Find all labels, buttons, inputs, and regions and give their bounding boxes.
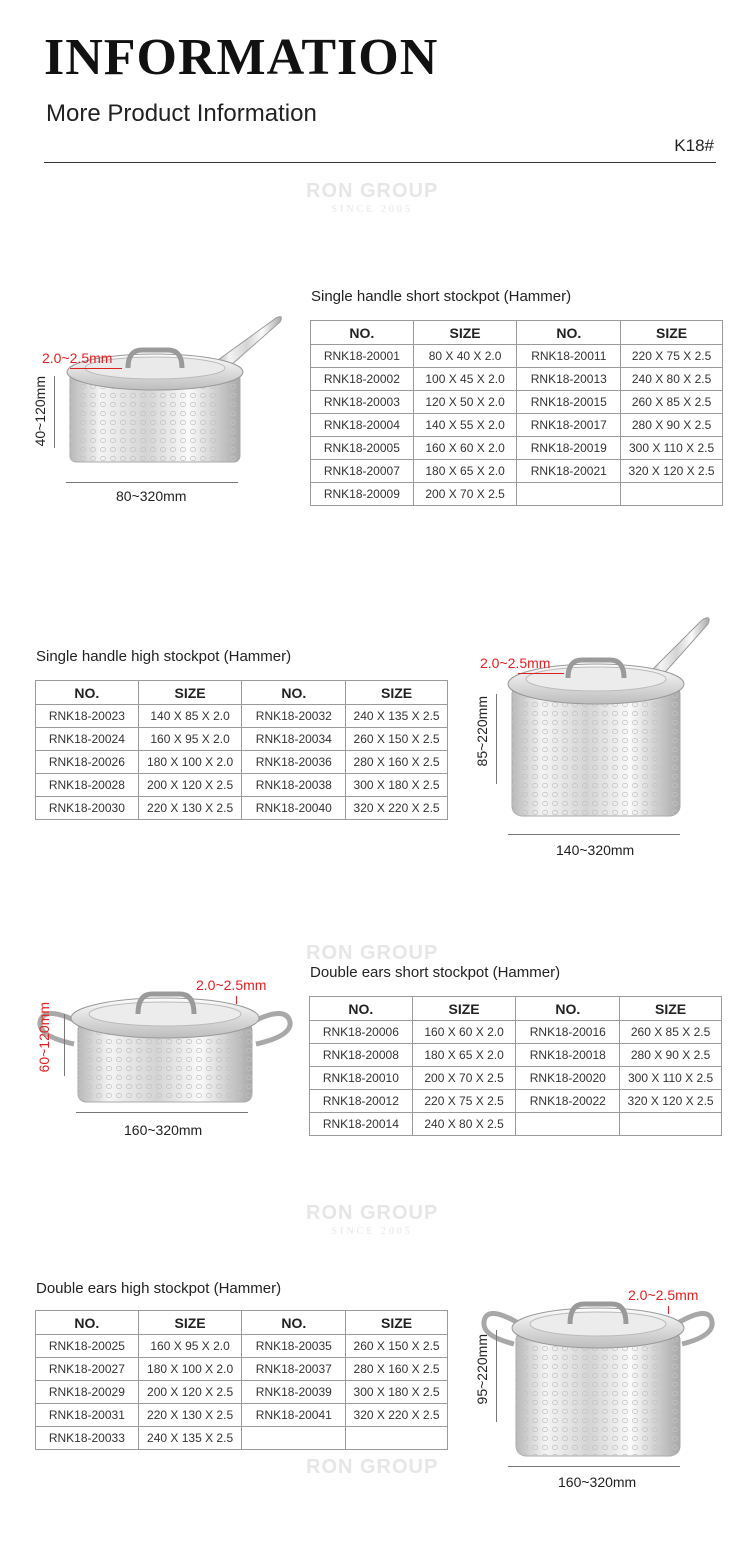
table-row — [311, 368, 723, 391]
height-label: 60~120mm — [36, 1002, 52, 1073]
page-subtitle: More Product Information — [46, 100, 317, 127]
table-row — [310, 1044, 722, 1067]
table-row — [310, 1021, 722, 1044]
item-number: RNK18-20001 — [311, 345, 414, 368]
item-number: RNK18-20033 — [36, 1427, 139, 1450]
column-header-size: SIZE — [346, 1311, 448, 1335]
item-number: RNK18-20037 — [242, 1358, 346, 1381]
item-number: RNK18-20003 — [311, 391, 414, 414]
item-size: 180 X 100 X 2.0 — [138, 751, 242, 774]
watermark-brand: RON GROUP — [306, 942, 439, 964]
item-size: 240 X 80 X 2.5 — [621, 368, 723, 391]
column-header-no: NO. — [242, 1311, 346, 1335]
item-size: 180 X 100 X 2.0 — [138, 1358, 242, 1381]
item-number: RNK18-20005 — [311, 437, 414, 460]
table-row — [310, 1113, 722, 1136]
section-title: Double ears short stockpot (Hammer) — [310, 964, 561, 981]
table-row — [311, 437, 723, 460]
item-size: 160 X 95 X 2.0 — [138, 1335, 242, 1358]
table-row — [36, 728, 448, 751]
watermark — [306, 1202, 438, 1237]
item-number: RNK18-20030 — [36, 797, 139, 820]
watermark-brand: RON GROUP — [306, 180, 439, 202]
item-size: 260 X 85 X 2.5 — [621, 391, 723, 414]
item-size: 180 X 65 X 2.0 — [412, 1044, 516, 1067]
item-size — [621, 483, 723, 506]
item-size: 100 X 45 X 2.0 — [413, 368, 517, 391]
item-size: 320 X 220 X 2.5 — [346, 797, 448, 820]
table-header-row — [310, 997, 722, 1021]
column-header-size: SIZE — [413, 321, 517, 345]
diameter-line — [76, 1112, 248, 1113]
table-row — [310, 1067, 722, 1090]
diameter-label: 80~320mm — [116, 488, 187, 504]
table-row — [36, 1427, 448, 1450]
column-header-no: NO. — [36, 681, 139, 705]
table-header-row — [36, 681, 448, 705]
item-number: RNK18-20011 — [517, 345, 621, 368]
watermark-brand: RON GROUP — [306, 1456, 439, 1478]
item-number: RNK18-20023 — [36, 705, 139, 728]
watermark-since: SINCE 2005 — [331, 204, 413, 215]
item-size: 280 X 90 X 2.5 — [621, 414, 723, 437]
column-header-no: NO. — [310, 997, 413, 1021]
column-header-no: NO. — [242, 681, 346, 705]
height-line — [496, 1330, 497, 1422]
item-number: RNK18-20014 — [310, 1113, 413, 1136]
height-line — [54, 376, 55, 448]
item-size: 280 X 160 X 2.5 — [346, 1358, 448, 1381]
double-ear-short-stockpot-image — [34, 974, 296, 1124]
size-table — [309, 996, 722, 1136]
item-number — [516, 1113, 620, 1136]
item-size: 320 X 120 X 2.5 — [621, 460, 723, 483]
item-size: 200 X 120 X 2.5 — [138, 774, 242, 797]
item-number: RNK18-20026 — [36, 751, 139, 774]
item-size: 140 X 55 X 2.0 — [413, 414, 517, 437]
item-size: 80 X 40 X 2.0 — [413, 345, 517, 368]
page-title: INFORMATION — [44, 29, 439, 86]
item-size: 260 X 150 X 2.5 — [346, 1335, 448, 1358]
item-number: RNK18-20018 — [516, 1044, 620, 1067]
item-size: 300 X 180 X 2.5 — [346, 774, 448, 797]
item-number: RNK18-20024 — [36, 728, 139, 751]
item-number: RNK18-20038 — [242, 774, 346, 797]
item-number: RNK18-20027 — [36, 1358, 139, 1381]
item-size: 320 X 220 X 2.5 — [346, 1404, 448, 1427]
size-table — [310, 320, 723, 506]
thickness-line — [518, 673, 564, 674]
item-number: RNK18-20028 — [36, 774, 139, 797]
height-label: 40~120mm — [32, 376, 48, 447]
table-row — [36, 1335, 448, 1358]
watermark — [306, 180, 438, 215]
item-size: 220 X 130 X 2.5 — [138, 1404, 242, 1427]
section-title: Single handle short stockpot (Hammer) — [311, 288, 572, 305]
watermark — [306, 942, 438, 965]
item-number: RNK18-20036 — [242, 751, 346, 774]
item-size: 140 X 85 X 2.0 — [138, 705, 242, 728]
item-number: RNK18-20012 — [310, 1090, 413, 1113]
column-header-size: SIZE — [138, 681, 242, 705]
watermark-brand: RON GROUP — [306, 1202, 439, 1224]
column-header-size: SIZE — [621, 321, 723, 345]
item-size: 240 X 80 X 2.5 — [412, 1113, 516, 1136]
thickness-label: 2.0~2.5mm — [480, 655, 551, 671]
column-header-no: NO. — [516, 997, 620, 1021]
size-table — [35, 680, 448, 820]
item-number: RNK18-20035 — [242, 1335, 346, 1358]
item-number: RNK18-20006 — [310, 1021, 413, 1044]
item-size: 180 X 65 X 2.0 — [413, 460, 517, 483]
table-row — [36, 705, 448, 728]
item-size: 160 X 60 X 2.0 — [413, 437, 517, 460]
item-number: RNK18-20013 — [517, 368, 621, 391]
item-number: RNK18-20021 — [517, 460, 621, 483]
high-stockpot-image — [500, 610, 720, 830]
diameter-line — [66, 482, 238, 483]
item-size: 320 X 120 X 2.5 — [620, 1090, 722, 1113]
item-number: RNK18-20009 — [311, 483, 414, 506]
table-row — [36, 797, 448, 820]
item-number: RNK18-20019 — [517, 437, 621, 460]
diameter-label: 160~320mm — [558, 1474, 637, 1490]
item-number: RNK18-20039 — [242, 1381, 346, 1404]
column-header-no: NO. — [36, 1311, 139, 1335]
item-size: 240 X 135 X 2.5 — [346, 705, 448, 728]
table-row — [36, 751, 448, 774]
table-row — [36, 1404, 448, 1427]
column-header-size: SIZE — [346, 681, 448, 705]
diameter-line — [508, 834, 680, 835]
section-title: Double ears high stockpot (Hammer) — [36, 1280, 282, 1297]
item-number: RNK18-20040 — [242, 797, 346, 820]
column-header-size: SIZE — [412, 997, 516, 1021]
item-number: RNK18-20016 — [516, 1021, 620, 1044]
item-size: 200 X 120 X 2.5 — [138, 1381, 242, 1404]
item-number: RNK18-20007 — [311, 460, 414, 483]
height-line — [496, 694, 497, 784]
thickness-label: 2.0~2.5mm — [42, 350, 113, 366]
table-row — [36, 1358, 448, 1381]
double-ear-high-stockpot-image — [480, 1290, 716, 1470]
diameter-label: 160~320mm — [124, 1122, 203, 1138]
table-row — [311, 391, 723, 414]
header-divider — [44, 162, 716, 163]
item-size: 240 X 135 X 2.5 — [138, 1427, 242, 1450]
item-number — [242, 1427, 346, 1450]
thickness-line — [236, 996, 237, 1004]
height-label: 85~220mm — [474, 696, 490, 767]
thickness-label: 2.0~2.5mm — [196, 977, 267, 993]
item-size: 160 X 95 X 2.0 — [138, 728, 242, 751]
watermark-since: SINCE 2005 — [331, 1226, 413, 1237]
item-number — [517, 483, 621, 506]
table-row — [36, 774, 448, 797]
item-size: 220 X 75 X 2.5 — [621, 345, 723, 368]
item-number: RNK18-20022 — [516, 1090, 620, 1113]
short-stockpot-image — [58, 310, 288, 490]
thickness-line — [70, 368, 122, 369]
table-row — [311, 345, 723, 368]
item-size: 300 X 110 X 2.5 — [620, 1067, 722, 1090]
item-size: 260 X 85 X 2.5 — [620, 1021, 722, 1044]
column-header-no: NO. — [311, 321, 414, 345]
item-number: RNK18-20034 — [242, 728, 346, 751]
item-size: 300 X 110 X 2.5 — [621, 437, 723, 460]
size-table — [35, 1310, 448, 1450]
item-size: 160 X 60 X 2.0 — [412, 1021, 516, 1044]
table-row — [311, 460, 723, 483]
item-size: 220 X 75 X 2.5 — [412, 1090, 516, 1113]
table-row — [36, 1381, 448, 1404]
item-size: 280 X 160 X 2.5 — [346, 751, 448, 774]
table-row — [310, 1090, 722, 1113]
item-size — [620, 1113, 722, 1136]
table-header-row — [36, 1311, 448, 1335]
item-number: RNK18-20008 — [310, 1044, 413, 1067]
table-header-row — [311, 321, 723, 345]
diameter-line — [508, 1466, 680, 1467]
table-row — [311, 483, 723, 506]
watermark — [306, 1456, 438, 1479]
item-number: RNK18-20031 — [36, 1404, 139, 1427]
item-size: 260 X 150 X 2.5 — [346, 728, 448, 751]
item-number: RNK18-20015 — [517, 391, 621, 414]
item-number: RNK18-20010 — [310, 1067, 413, 1090]
item-size: 200 X 70 X 2.5 — [412, 1067, 516, 1090]
diameter-label: 140~320mm — [556, 842, 635, 858]
thickness-line — [668, 1306, 669, 1314]
item-number: RNK18-20041 — [242, 1404, 346, 1427]
item-number: RNK18-20032 — [242, 705, 346, 728]
item-size: 200 X 70 X 2.5 — [413, 483, 517, 506]
item-number: RNK18-20017 — [517, 414, 621, 437]
item-number: RNK18-20004 — [311, 414, 414, 437]
item-size: 220 X 130 X 2.5 — [138, 797, 242, 820]
thickness-label: 2.0~2.5mm — [628, 1287, 699, 1303]
item-number: RNK18-20020 — [516, 1067, 620, 1090]
item-size — [346, 1427, 448, 1450]
item-size: 300 X 180 X 2.5 — [346, 1381, 448, 1404]
item-number: RNK18-20025 — [36, 1335, 139, 1358]
item-size: 280 X 90 X 2.5 — [620, 1044, 722, 1067]
column-header-size: SIZE — [620, 997, 722, 1021]
item-size: 120 X 50 X 2.0 — [413, 391, 517, 414]
column-header-size: SIZE — [138, 1311, 242, 1335]
height-label: 95~220mm — [474, 1334, 490, 1405]
item-number: RNK18-20002 — [311, 368, 414, 391]
model-number: K18# — [674, 136, 714, 155]
column-header-no: NO. — [517, 321, 621, 345]
table-row — [311, 414, 723, 437]
height-line — [64, 1014, 65, 1076]
item-number: RNK18-20029 — [36, 1381, 139, 1404]
section-title: Single handle high stockpot (Hammer) — [36, 648, 292, 665]
